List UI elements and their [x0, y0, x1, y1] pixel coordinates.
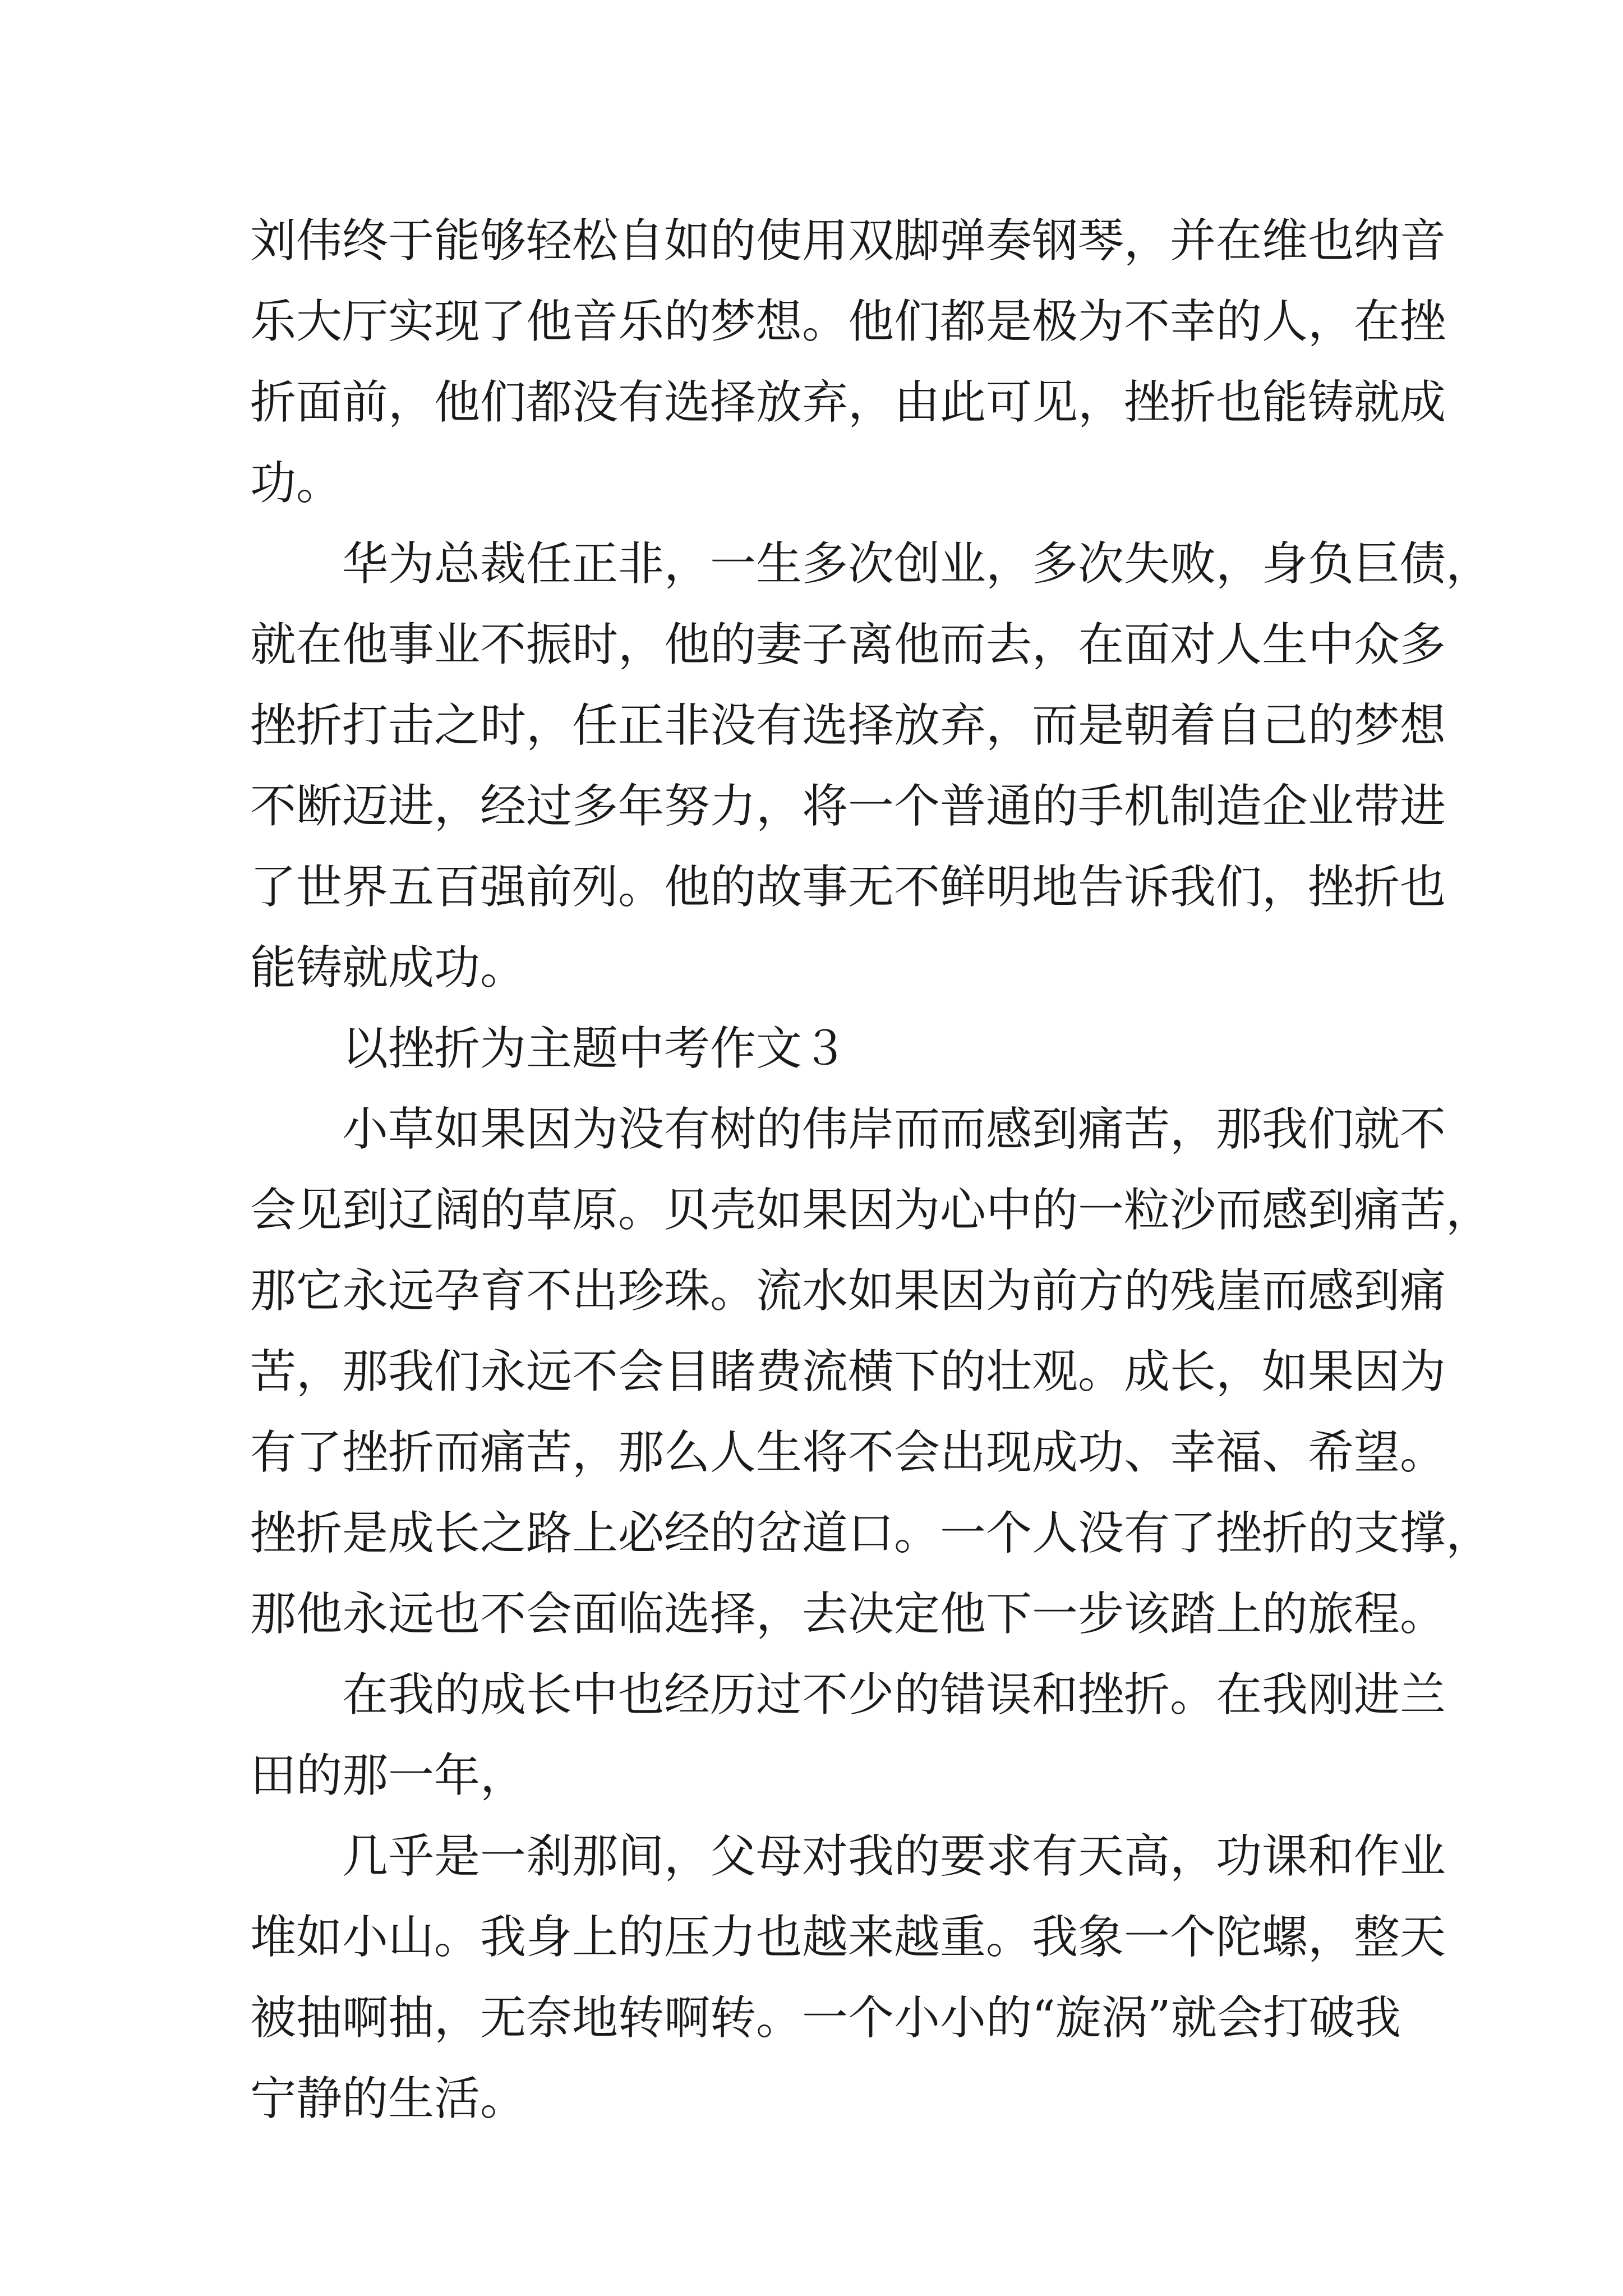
text-line: 华为总裁任正非，一生多次创业，多次失败，身负巨债，: [342, 537, 1492, 591]
text-line: 不断迈进，经过多年努力，将一个普通的手机制造企业带进: [250, 780, 1446, 833]
text-line: 堆如小山。我身上的压力也越来越重。我象一个陀螺，整天: [250, 1911, 1446, 1964]
paragraph-4: [250, 1655, 1446, 1816]
document-body: [250, 201, 1492, 2139]
text-line: 有了挫折而痛苦，那么人生将不会出现成功、幸福、希望。: [250, 1426, 1446, 1479]
text-line: 被抽啊抽，无奈地转啊转。一个小小的“旋涡”就会打破我: [250, 1991, 1401, 2045]
text-line: 刘伟终于能够轻松自如的使用双脚弹奏钢琴，并在维也纳音: [250, 214, 1446, 268]
section-heading: 以挫折为主题中考作文３: [342, 1022, 849, 1075]
text-line: 会见到辽阔的草原。贝壳如果因为心中的一粒沙而感到痛苦，: [250, 1184, 1492, 1237]
text-line: 苦，那我们永远不会目睹费流横下的壮观。成长，如果因为: [250, 1345, 1446, 1398]
text-line: 几乎是一刹那间，父母对我的要求有天高，功课和作业: [342, 1830, 1446, 1883]
text-line: 折面前，他们都没有选择放弃，由此可见，挫折也能铸就成: [250, 376, 1446, 429]
text-line: 田的那一年，: [250, 1749, 527, 1802]
text-line: 挫折是成长之路上必经的岔道口。一个人没有了挫折的支撑，: [250, 1507, 1492, 1560]
text-line: 功。: [250, 457, 343, 510]
text-line: 宁静的生活。: [250, 2072, 527, 2125]
text-line: 就在他事业不振时，他的妻子离他而去，在面对人生中众多: [250, 618, 1446, 671]
text-line: 能铸就成功。: [250, 941, 527, 995]
text-line: 了世界五百强前列。他的故事无不鲜明地告诉我们，挫折也: [250, 861, 1446, 914]
paragraph-5: [250, 1816, 1446, 2139]
paragraph-3: [250, 1089, 1492, 1655]
text-line: 那它永远孕育不出珍珠。流水如果因为前方的残崖而感到痛: [250, 1264, 1446, 1318]
text-line: 在我的成长中也经历过不少的错误和挫折。在我刚进兰: [342, 1668, 1446, 1722]
text-line: 小草如果因为没有树的伟岸而而感到痛苦，那我们就不: [342, 1103, 1446, 1156]
text-line: 那他永远也不会面临选择，去决定他下一步该踏上的旅程。: [250, 1588, 1446, 1641]
paragraph-1: [250, 201, 1446, 524]
paragraph-2: [250, 524, 1492, 1009]
text-line: 乐大厅实现了他音乐的梦想。他们都是极为不幸的人，在挫: [250, 295, 1446, 348]
text-line: 挫折打击之时，任正非没有选择放弃，而是朝着自己的梦想: [250, 699, 1446, 752]
